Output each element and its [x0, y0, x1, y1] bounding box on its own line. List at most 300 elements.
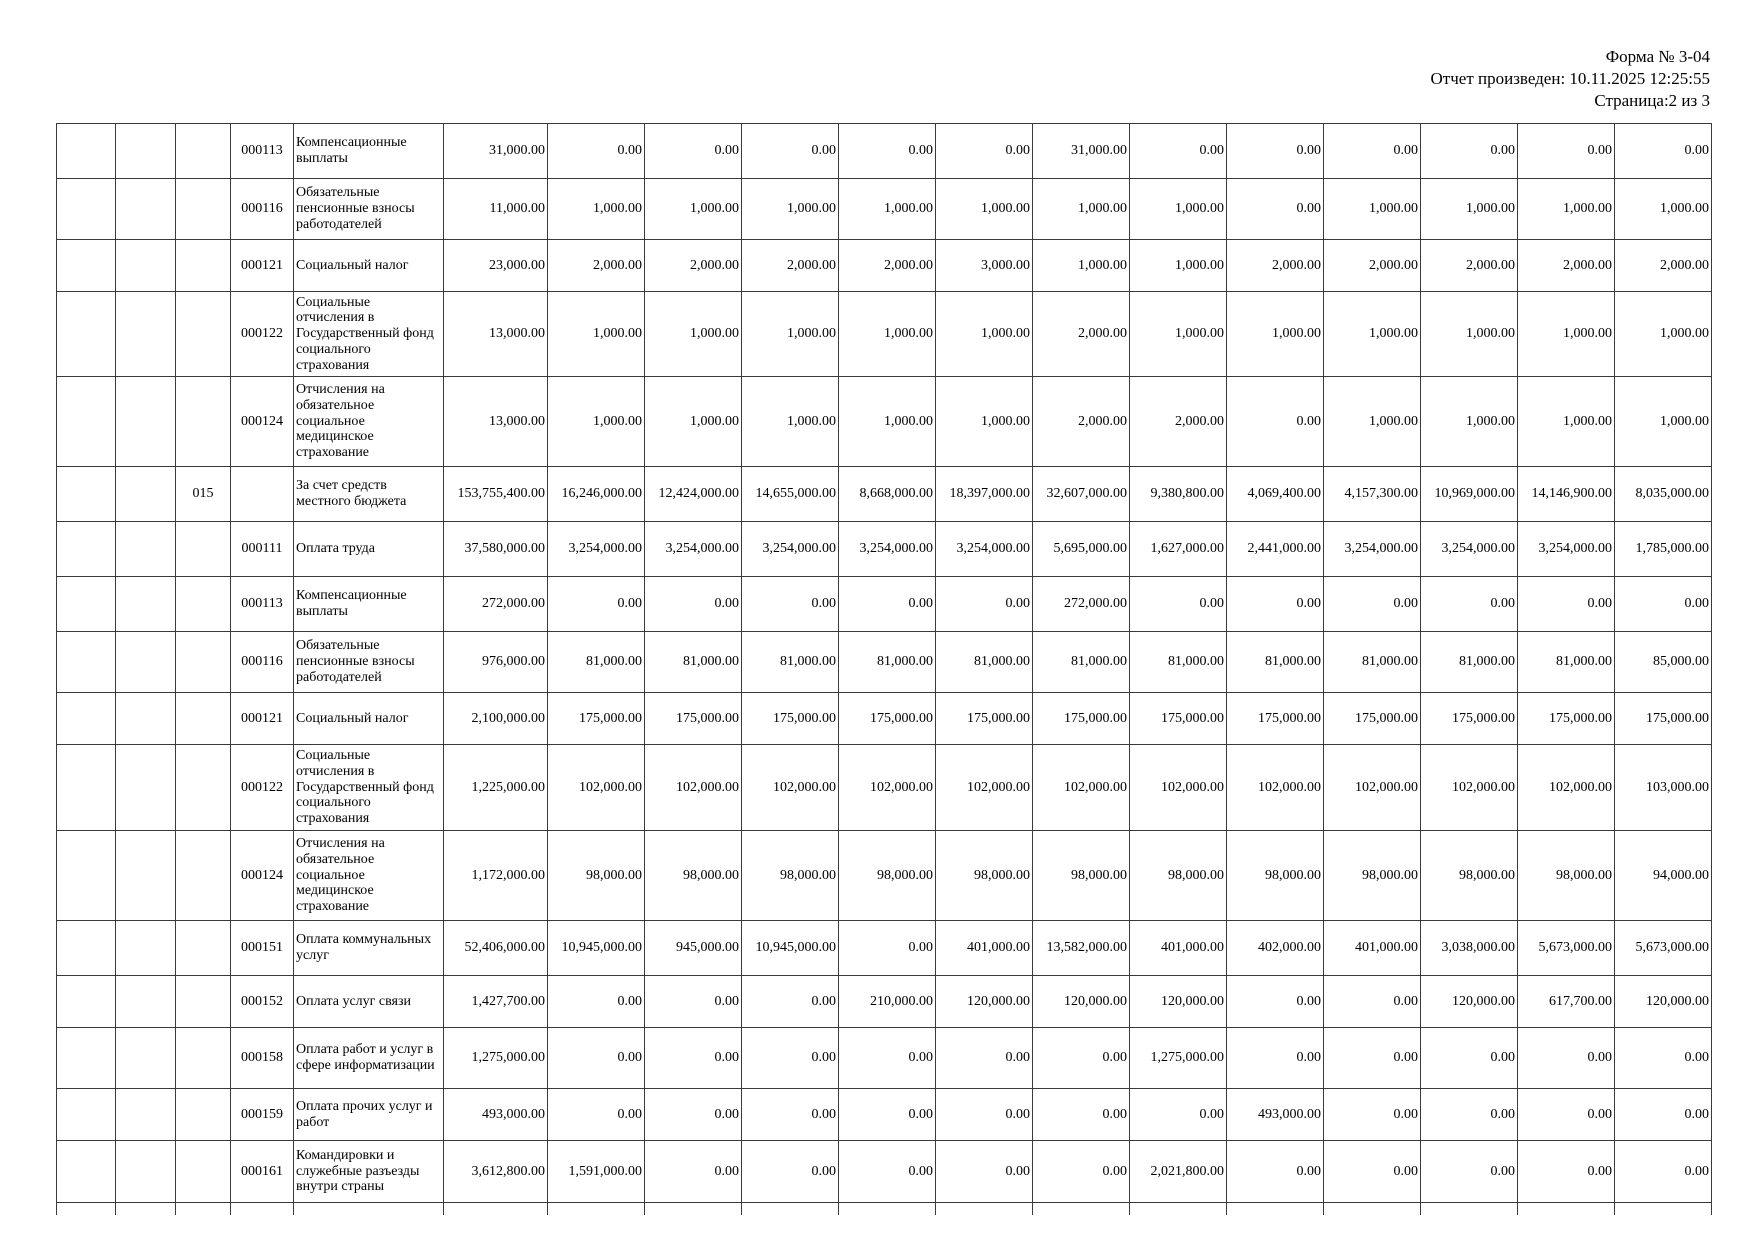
- cell-name: Социальные отчисления в Государственный фонд социального страхования: [294, 292, 444, 377]
- cell-name: Отчисления на обязательное социальное медицинское страхование: [294, 831, 444, 921]
- cell-value-7: 0.00: [1033, 1028, 1130, 1089]
- cell-value-9: 0.00: [1227, 1028, 1324, 1089]
- cell-value-11: 175,000.00: [1421, 693, 1518, 745]
- cell-value-3: 945,000.00: [645, 921, 742, 976]
- cell-value-8: 81,000.00: [1130, 632, 1227, 693]
- cell-value-3: 1,000.00: [645, 377, 742, 467]
- table-body: [57, 124, 1712, 1216]
- cell-value-13: 0.00: [1615, 577, 1712, 632]
- cell-value-10: 0.00: [1324, 976, 1421, 1028]
- cell-value-4: 81,000.00: [742, 632, 839, 693]
- cell-value-10: 81,000.00: [1324, 632, 1421, 693]
- cell-value-8: 102,000.00: [1130, 745, 1227, 831]
- cell-value-7: 5,695,000.00: [1033, 522, 1130, 577]
- cell-group-code: [176, 577, 231, 632]
- cell-value-6: 98,000.00: [936, 831, 1033, 921]
- cell-program: [57, 577, 116, 632]
- cell-value-1: 493,000.00: [444, 1089, 548, 1141]
- cell-name: Оплата коммунальных услуг: [294, 921, 444, 976]
- cell-value-12: 2,000.00: [1518, 240, 1615, 292]
- cell-name: Социальный налог: [294, 240, 444, 292]
- cell-name: Обязательные пенсионные взносы работодателей: [294, 632, 444, 693]
- cell-value-5: 98,000.00: [839, 831, 936, 921]
- table-row: [57, 831, 1712, 921]
- table-row: [57, 522, 1712, 577]
- cell-value-3: 98,000.00: [645, 831, 742, 921]
- cell-specific-code: 000116: [231, 632, 294, 693]
- cell-specific-code: 000158: [231, 1028, 294, 1089]
- cell-value-11: 2,000.00: [1421, 240, 1518, 292]
- cell-value-13: 1,000.00: [1615, 292, 1712, 377]
- cell-value-5: 0.00: [839, 921, 936, 976]
- cell-value-7: 2,000.00: [1033, 377, 1130, 467]
- cell-value-13: 1,000.00: [1615, 179, 1712, 240]
- clipped-cell: [57, 1203, 116, 1216]
- cell-value-10: 4,157,300.00: [1324, 467, 1421, 522]
- cell-value-9: 98,000.00: [1227, 831, 1324, 921]
- cell-value-6: 1,000.00: [936, 377, 1033, 467]
- clipped-cell: [444, 1203, 548, 1216]
- cell-value-1: 1,172,000.00: [444, 831, 548, 921]
- clipped-cell: [839, 1203, 936, 1216]
- cell-subprogram: [116, 240, 176, 292]
- cell-value-6: 0.00: [936, 1141, 1033, 1203]
- cell-subprogram: [116, 179, 176, 240]
- cell-value-4: 0.00: [742, 976, 839, 1028]
- cell-value-3: 0.00: [645, 1089, 742, 1141]
- table-row: [57, 240, 1712, 292]
- cell-value-2: 1,000.00: [548, 377, 645, 467]
- cell-value-1: 31,000.00: [444, 124, 548, 179]
- cell-specific-code: 000151: [231, 921, 294, 976]
- cell-value-3: 81,000.00: [645, 632, 742, 693]
- cell-value-13: 0.00: [1615, 1141, 1712, 1203]
- cell-value-11: 0.00: [1421, 1141, 1518, 1203]
- cell-value-4: 3,254,000.00: [742, 522, 839, 577]
- cell-group-code: [176, 976, 231, 1028]
- cell-group-code: [176, 1141, 231, 1203]
- cell-specific-code: 000121: [231, 240, 294, 292]
- cell-value-2: 81,000.00: [548, 632, 645, 693]
- cell-value-1: 1,275,000.00: [444, 1028, 548, 1089]
- cell-group-code: [176, 1028, 231, 1089]
- cell-value-5: 102,000.00: [839, 745, 936, 831]
- cell-program: [57, 179, 116, 240]
- cell-name: Командировки и служебные разъезды внутри страны: [294, 1141, 444, 1203]
- cell-value-2: 0.00: [548, 1028, 645, 1089]
- cell-value-4: 14,655,000.00: [742, 467, 839, 522]
- cell-name: Оплата труда: [294, 522, 444, 577]
- cell-value-3: 102,000.00: [645, 745, 742, 831]
- cell-value-4: 102,000.00: [742, 745, 839, 831]
- cell-subprogram: [116, 1028, 176, 1089]
- cell-value-12: 0.00: [1518, 1141, 1615, 1203]
- cell-specific-code: 000159: [231, 1089, 294, 1141]
- cell-program: [57, 240, 116, 292]
- clipped-cell: [116, 1203, 176, 1216]
- cell-specific-code: 000124: [231, 377, 294, 467]
- cell-group-code: [176, 292, 231, 377]
- report-header: [1431, 46, 1710, 112]
- cell-value-12: 1,000.00: [1518, 292, 1615, 377]
- table-row: [57, 377, 1712, 467]
- cell-value-9: 0.00: [1227, 377, 1324, 467]
- cell-subprogram: [116, 522, 176, 577]
- cell-value-3: 1,000.00: [645, 179, 742, 240]
- cell-value-12: 102,000.00: [1518, 745, 1615, 831]
- cell-value-4: 0.00: [742, 1141, 839, 1203]
- clipped-cell: [1227, 1203, 1324, 1216]
- cell-value-13: 0.00: [1615, 1089, 1712, 1141]
- cell-value-12: 98,000.00: [1518, 831, 1615, 921]
- cell-value-5: 1,000.00: [839, 377, 936, 467]
- cell-value-5: 3,254,000.00: [839, 522, 936, 577]
- cell-value-8: 1,000.00: [1130, 179, 1227, 240]
- cell-group-code: [176, 522, 231, 577]
- form-number: Форма № 3-04: [1605, 47, 1710, 66]
- cell-specific-code: 000152: [231, 976, 294, 1028]
- cell-value-4: 1,000.00: [742, 292, 839, 377]
- cell-specific-code: 000124: [231, 831, 294, 921]
- cell-name: За счет средств местного бюджета: [294, 467, 444, 522]
- cell-value-8: 1,000.00: [1130, 292, 1227, 377]
- cell-value-6: 175,000.00: [936, 693, 1033, 745]
- cell-subprogram: [116, 693, 176, 745]
- cell-value-2: 1,000.00: [548, 179, 645, 240]
- cell-subprogram: [116, 292, 176, 377]
- table-row: [57, 921, 1712, 976]
- cell-value-3: 0.00: [645, 1028, 742, 1089]
- cell-subprogram: [116, 467, 176, 522]
- cell-value-7: 0.00: [1033, 1089, 1130, 1141]
- cell-value-7: 102,000.00: [1033, 745, 1130, 831]
- cell-value-5: 210,000.00: [839, 976, 936, 1028]
- cell-value-12: 617,700.00: [1518, 976, 1615, 1028]
- cell-value-11: 3,254,000.00: [1421, 522, 1518, 577]
- cell-value-9: 4,069,400.00: [1227, 467, 1324, 522]
- cell-specific-code: 000121: [231, 693, 294, 745]
- clipped-cell: [936, 1203, 1033, 1216]
- cell-name: Оплата работ и услуг в сфере информатизации: [294, 1028, 444, 1089]
- cell-name: Социальный налог: [294, 693, 444, 745]
- cell-program: [57, 976, 116, 1028]
- cell-value-13: 1,785,000.00: [1615, 522, 1712, 577]
- cell-program: [57, 745, 116, 831]
- cell-value-2: 1,591,000.00: [548, 1141, 645, 1203]
- cell-value-2: 175,000.00: [548, 693, 645, 745]
- clipped-cell: [1615, 1203, 1712, 1216]
- cell-value-9: 0.00: [1227, 124, 1324, 179]
- clipped-cell: [176, 1203, 231, 1216]
- cell-value-1: 153,755,400.00: [444, 467, 548, 522]
- cell-value-11: 1,000.00: [1421, 377, 1518, 467]
- cell-value-13: 94,000.00: [1615, 831, 1712, 921]
- clipped-cell: [645, 1203, 742, 1216]
- cell-value-13: 103,000.00: [1615, 745, 1712, 831]
- cell-value-6: 18,397,000.00: [936, 467, 1033, 522]
- cell-specific-code: 000161: [231, 1141, 294, 1203]
- cell-value-12: 0.00: [1518, 124, 1615, 179]
- clipped-cell: [294, 1203, 444, 1216]
- cell-value-12: 5,673,000.00: [1518, 921, 1615, 976]
- cell-value-10: 0.00: [1324, 577, 1421, 632]
- cell-group-code: [176, 745, 231, 831]
- clipped-cell: [1518, 1203, 1615, 1216]
- table-row: [57, 976, 1712, 1028]
- cell-value-4: 98,000.00: [742, 831, 839, 921]
- cell-value-3: 0.00: [645, 1141, 742, 1203]
- cell-value-6: 1,000.00: [936, 179, 1033, 240]
- cell-value-2: 98,000.00: [548, 831, 645, 921]
- cell-value-11: 0.00: [1421, 1089, 1518, 1141]
- cell-value-4: 0.00: [742, 124, 839, 179]
- cell-value-4: 1,000.00: [742, 179, 839, 240]
- table-row: [57, 632, 1712, 693]
- cell-value-6: 1,000.00: [936, 292, 1033, 377]
- cell-value-9: 402,000.00: [1227, 921, 1324, 976]
- cell-value-2: 1,000.00: [548, 292, 645, 377]
- cell-name: Оплата прочих услуг и работ: [294, 1089, 444, 1141]
- cell-value-6: 102,000.00: [936, 745, 1033, 831]
- cell-program: [57, 1028, 116, 1089]
- cell-program: [57, 522, 116, 577]
- cell-value-12: 1,000.00: [1518, 179, 1615, 240]
- cell-value-11: 10,969,000.00: [1421, 467, 1518, 522]
- cell-group-code: [176, 632, 231, 693]
- cell-value-10: 0.00: [1324, 1089, 1421, 1141]
- cell-value-6: 120,000.00: [936, 976, 1033, 1028]
- cell-value-2: 102,000.00: [548, 745, 645, 831]
- cell-value-5: 175,000.00: [839, 693, 936, 745]
- cell-value-11: 1,000.00: [1421, 292, 1518, 377]
- table-row: [57, 693, 1712, 745]
- cell-value-1: 976,000.00: [444, 632, 548, 693]
- cell-value-11: 81,000.00: [1421, 632, 1518, 693]
- cell-value-10: 0.00: [1324, 1141, 1421, 1203]
- cell-value-5: 81,000.00: [839, 632, 936, 693]
- cell-value-1: 37,580,000.00: [444, 522, 548, 577]
- cell-specific-code: 000113: [231, 577, 294, 632]
- cell-value-7: 81,000.00: [1033, 632, 1130, 693]
- cell-value-12: 0.00: [1518, 1028, 1615, 1089]
- cell-value-7: 31,000.00: [1033, 124, 1130, 179]
- cell-value-10: 1,000.00: [1324, 377, 1421, 467]
- cell-value-8: 9,380,800.00: [1130, 467, 1227, 522]
- cell-value-5: 0.00: [839, 1089, 936, 1141]
- cell-value-10: 401,000.00: [1324, 921, 1421, 976]
- table-row: [57, 1141, 1712, 1203]
- cell-value-2: 10,945,000.00: [548, 921, 645, 976]
- cell-value-8: 0.00: [1130, 1089, 1227, 1141]
- cell-value-8: 401,000.00: [1130, 921, 1227, 976]
- cell-value-10: 0.00: [1324, 1028, 1421, 1089]
- cell-value-9: 81,000.00: [1227, 632, 1324, 693]
- cell-name: Компенсационные выплаты: [294, 577, 444, 632]
- cell-group-code: [176, 921, 231, 976]
- cell-value-1: 13,000.00: [444, 292, 548, 377]
- cell-value-3: 175,000.00: [645, 693, 742, 745]
- cell-program: [57, 831, 116, 921]
- cell-value-2: 0.00: [548, 124, 645, 179]
- clipped-cell: [1130, 1203, 1227, 1216]
- cell-value-8: 2,021,800.00: [1130, 1141, 1227, 1203]
- cell-value-1: 11,000.00: [444, 179, 548, 240]
- cell-subprogram: [116, 124, 176, 179]
- cell-value-10: 1,000.00: [1324, 292, 1421, 377]
- cell-name: Социальные отчисления в Государственный фонд социального страхования: [294, 745, 444, 831]
- clipped-cell: [1033, 1203, 1130, 1216]
- cell-name: Компенсационные выплаты: [294, 124, 444, 179]
- cell-value-8: 1,627,000.00: [1130, 522, 1227, 577]
- cell-subprogram: [116, 577, 176, 632]
- cell-value-5: 1,000.00: [839, 179, 936, 240]
- cell-value-5: 0.00: [839, 1028, 936, 1089]
- cell-value-11: 120,000.00: [1421, 976, 1518, 1028]
- cell-value-1: 2,100,000.00: [444, 693, 548, 745]
- cell-group-code: [176, 831, 231, 921]
- cell-group-code: [176, 1089, 231, 1141]
- cell-value-11: 0.00: [1421, 577, 1518, 632]
- cell-value-10: 3,254,000.00: [1324, 522, 1421, 577]
- cell-group-code: [176, 124, 231, 179]
- cell-value-4: 10,945,000.00: [742, 921, 839, 976]
- cell-value-9: 0.00: [1227, 577, 1324, 632]
- table-row: [57, 467, 1712, 522]
- cell-value-5: 2,000.00: [839, 240, 936, 292]
- cell-value-6: 3,254,000.00: [936, 522, 1033, 577]
- cell-value-13: 85,000.00: [1615, 632, 1712, 693]
- cell-name: Обязательные пенсионные взносы работодателей: [294, 179, 444, 240]
- cell-value-3: 2,000.00: [645, 240, 742, 292]
- cell-program: [57, 632, 116, 693]
- cell-value-2: 0.00: [548, 976, 645, 1028]
- cell-group-code: [176, 240, 231, 292]
- cell-subprogram: [116, 976, 176, 1028]
- cell-value-13: 0.00: [1615, 124, 1712, 179]
- cell-value-12: 175,000.00: [1518, 693, 1615, 745]
- clipped-row: [57, 1203, 1712, 1216]
- clipped-cell: [1324, 1203, 1421, 1216]
- table-row: [57, 577, 1712, 632]
- cell-value-13: 8,035,000.00: [1615, 467, 1712, 522]
- clipped-cell: [548, 1203, 645, 1216]
- cell-value-9: 0.00: [1227, 976, 1324, 1028]
- cell-value-3: 0.00: [645, 577, 742, 632]
- table-row: [57, 745, 1712, 831]
- cell-value-10: 2,000.00: [1324, 240, 1421, 292]
- cell-value-10: 102,000.00: [1324, 745, 1421, 831]
- cell-value-11: 0.00: [1421, 124, 1518, 179]
- cell-value-2: 0.00: [548, 577, 645, 632]
- cell-program: [57, 292, 116, 377]
- cell-subprogram: [116, 1089, 176, 1141]
- cell-subprogram: [116, 921, 176, 976]
- cell-program: [57, 377, 116, 467]
- cell-value-1: 52,406,000.00: [444, 921, 548, 976]
- cell-value-2: 3,254,000.00: [548, 522, 645, 577]
- cell-value-8: 0.00: [1130, 124, 1227, 179]
- cell-value-6: 0.00: [936, 124, 1033, 179]
- cell-value-4: 175,000.00: [742, 693, 839, 745]
- cell-group-code: [176, 377, 231, 467]
- cell-value-10: 1,000.00: [1324, 179, 1421, 240]
- cell-value-1: 272,000.00: [444, 577, 548, 632]
- cell-value-9: 102,000.00: [1227, 745, 1324, 831]
- cell-value-10: 0.00: [1324, 124, 1421, 179]
- page-indicator: Страница:2 из 3: [1594, 91, 1710, 110]
- cell-specific-code: 000116: [231, 179, 294, 240]
- cell-value-6: 3,000.00: [936, 240, 1033, 292]
- cell-value-5: 0.00: [839, 577, 936, 632]
- cell-value-13: 2,000.00: [1615, 240, 1712, 292]
- cell-value-3: 0.00: [645, 124, 742, 179]
- cell-value-12: 3,254,000.00: [1518, 522, 1615, 577]
- cell-program: [57, 1141, 116, 1203]
- cell-specific-code: 000122: [231, 292, 294, 377]
- cell-program: [57, 1089, 116, 1141]
- cell-program: [57, 693, 116, 745]
- cell-value-3: 0.00: [645, 976, 742, 1028]
- cell-value-5: 1,000.00: [839, 292, 936, 377]
- cell-value-12: 81,000.00: [1518, 632, 1615, 693]
- cell-value-7: 32,607,000.00: [1033, 467, 1130, 522]
- cell-value-13: 120,000.00: [1615, 976, 1712, 1028]
- cell-subprogram: [116, 632, 176, 693]
- cell-value-8: 175,000.00: [1130, 693, 1227, 745]
- cell-group-code: [176, 179, 231, 240]
- cell-value-2: 2,000.00: [548, 240, 645, 292]
- cell-value-6: 401,000.00: [936, 921, 1033, 976]
- cell-value-3: 3,254,000.00: [645, 522, 742, 577]
- cell-value-9: 175,000.00: [1227, 693, 1324, 745]
- table-row: [57, 179, 1712, 240]
- table-row: [57, 1028, 1712, 1089]
- cell-value-11: 1,000.00: [1421, 179, 1518, 240]
- cell-value-7: 98,000.00: [1033, 831, 1130, 921]
- cell-value-12: 1,000.00: [1518, 377, 1615, 467]
- cell-value-9: 2,441,000.00: [1227, 522, 1324, 577]
- report-generated-timestamp: Отчет произведен: 10.11.2025 12:25:55: [1430, 69, 1710, 88]
- cell-value-9: 1,000.00: [1227, 292, 1324, 377]
- cell-subprogram: [116, 745, 176, 831]
- cell-subprogram: [116, 377, 176, 467]
- cell-specific-code: 000111: [231, 522, 294, 577]
- cell-name: Оплата услуг связи: [294, 976, 444, 1028]
- cell-value-4: 0.00: [742, 1028, 839, 1089]
- cell-value-3: 12,424,000.00: [645, 467, 742, 522]
- cell-value-8: 1,275,000.00: [1130, 1028, 1227, 1089]
- cell-group-code: [176, 693, 231, 745]
- cell-specific-code: 000122: [231, 745, 294, 831]
- cell-value-7: 0.00: [1033, 1141, 1130, 1203]
- cell-value-7: 120,000.00: [1033, 976, 1130, 1028]
- cell-value-13: 5,673,000.00: [1615, 921, 1712, 976]
- cell-value-7: 13,582,000.00: [1033, 921, 1130, 976]
- cell-value-8: 1,000.00: [1130, 240, 1227, 292]
- cell-value-11: 102,000.00: [1421, 745, 1518, 831]
- cell-value-7: 2,000.00: [1033, 292, 1130, 377]
- cell-value-5: 8,668,000.00: [839, 467, 936, 522]
- cell-value-13: 0.00: [1615, 1028, 1712, 1089]
- cell-value-8: 0.00: [1130, 577, 1227, 632]
- cell-value-8: 120,000.00: [1130, 976, 1227, 1028]
- cell-value-8: 2,000.00: [1130, 377, 1227, 467]
- cell-value-6: 0.00: [936, 577, 1033, 632]
- cell-value-4: 1,000.00: [742, 377, 839, 467]
- cell-value-7: 272,000.00: [1033, 577, 1130, 632]
- cell-value-1: 23,000.00: [444, 240, 548, 292]
- budget-expenditure-table: [56, 123, 1712, 1215]
